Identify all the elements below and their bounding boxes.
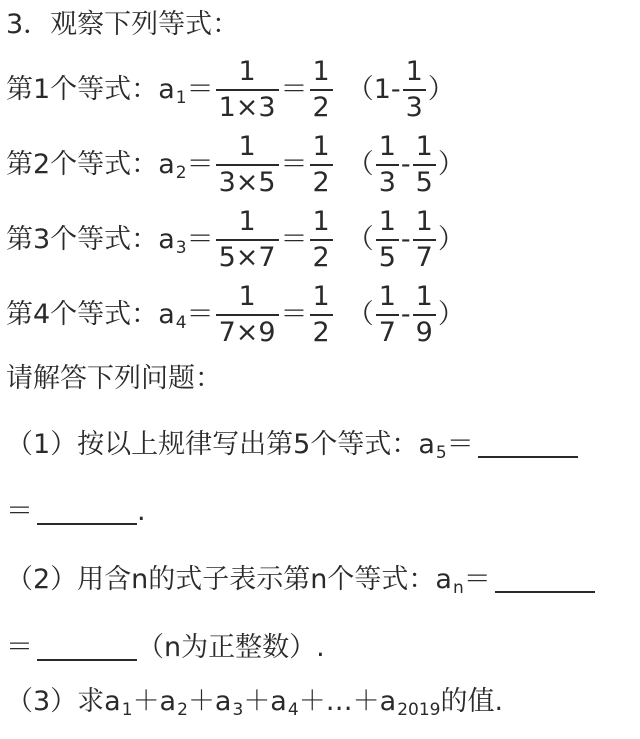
sequence-term: a bbox=[158, 224, 175, 255]
denominator: 7 bbox=[378, 317, 396, 348]
question-1-continuation bbox=[6, 495, 146, 529]
denominator: 3×5 bbox=[218, 167, 276, 198]
minus-sign: - bbox=[400, 299, 411, 330]
denominator: 3 bbox=[378, 167, 396, 198]
fraction-term bbox=[413, 205, 436, 275]
numerator: 1 bbox=[238, 131, 256, 162]
numerator: 1 bbox=[405, 56, 423, 87]
term-subscript: 2 bbox=[177, 700, 188, 720]
fraction-term bbox=[413, 280, 436, 350]
problem-title bbox=[6, 8, 239, 42]
equation-4 bbox=[6, 280, 465, 350]
numerator: 1 bbox=[312, 206, 330, 237]
equals-sign: ＝ bbox=[186, 224, 214, 255]
plus-term: ＋a bbox=[243, 686, 287, 717]
term-subscript: 3 bbox=[175, 238, 187, 258]
minus-sign: - bbox=[400, 149, 411, 180]
answer-blank[interactable] bbox=[478, 432, 578, 458]
equals-sign: ＝ bbox=[280, 299, 308, 330]
denominator: 5×7 bbox=[218, 242, 276, 273]
fraction-term bbox=[376, 205, 399, 275]
period: . bbox=[137, 496, 146, 527]
fraction-term bbox=[376, 130, 399, 200]
denominator: 5 bbox=[378, 242, 396, 273]
difference-group bbox=[347, 55, 455, 125]
instruction-line bbox=[6, 362, 222, 396]
equals-sign: ＝ bbox=[186, 74, 214, 105]
sequence-term: a bbox=[158, 299, 175, 330]
numerator: 1 bbox=[312, 56, 330, 87]
question-3-suffix: 的值. bbox=[440, 686, 504, 717]
open-paren: （ bbox=[346, 149, 374, 180]
equals-sign: ＝ bbox=[280, 149, 308, 180]
question-2-text: （2）用含n的式子表示第n个等式：a bbox=[6, 564, 452, 595]
numerator: 1 bbox=[238, 281, 256, 312]
equation-label: 第2个等式： bbox=[6, 149, 159, 180]
fraction-product bbox=[216, 130, 279, 200]
denominator: 2 bbox=[312, 167, 330, 198]
sequence-term: a bbox=[158, 74, 175, 105]
equals-sign: ＝ bbox=[463, 564, 491, 595]
question-1-text: （1）按以上规律写出第5个等式：a bbox=[6, 429, 435, 460]
answer-blank[interactable] bbox=[495, 567, 595, 593]
numerator: 1 bbox=[415, 281, 433, 312]
numerator: 1 bbox=[415, 206, 433, 237]
equation-label: 第1个等式： bbox=[6, 74, 159, 105]
fraction-product bbox=[216, 55, 279, 125]
difference-group bbox=[347, 205, 465, 275]
numerator: 1 bbox=[312, 281, 330, 312]
close-paren: ） bbox=[437, 149, 465, 180]
instruction-text: 请解答下列问题： bbox=[6, 363, 222, 394]
question-2-continuation bbox=[6, 631, 325, 665]
fraction-term bbox=[403, 55, 426, 125]
question-3-prefix: （3）求a bbox=[6, 686, 121, 717]
condition-text: （n为正整数）. bbox=[137, 632, 325, 663]
equation-label: 第4个等式： bbox=[6, 299, 159, 330]
equals-sign: ＝ bbox=[6, 496, 33, 527]
close-paren: ） bbox=[437, 224, 465, 255]
difference-group bbox=[347, 130, 465, 200]
term-subscript: 2 bbox=[175, 163, 187, 183]
minus-sign: - bbox=[400, 224, 411, 255]
equals-sign: ＝ bbox=[446, 429, 474, 460]
term-subscript: n bbox=[452, 578, 464, 598]
fraction-term bbox=[376, 280, 399, 350]
denominator: 7 bbox=[415, 242, 433, 273]
equation-3 bbox=[6, 205, 465, 275]
term-subscript: 2019 bbox=[397, 700, 441, 720]
term-subscript: 1 bbox=[175, 88, 187, 108]
question-3 bbox=[6, 685, 503, 719]
equals-sign: ＝ bbox=[186, 149, 214, 180]
fraction-half bbox=[310, 130, 333, 200]
question-1 bbox=[6, 428, 578, 462]
close-paren: ） bbox=[427, 74, 455, 105]
numerator: 1 bbox=[238, 206, 256, 237]
numerator: 1 bbox=[378, 281, 396, 312]
equals-sign: ＝ bbox=[280, 74, 308, 105]
answer-blank[interactable] bbox=[37, 499, 137, 525]
fraction-term bbox=[413, 130, 436, 200]
term-subscript: 1 bbox=[121, 700, 133, 720]
fraction-half bbox=[310, 280, 333, 350]
answer-blank[interactable] bbox=[37, 635, 137, 661]
denominator: 5 bbox=[415, 167, 433, 198]
term-subscript: 3 bbox=[232, 700, 244, 720]
plus-term: ＋a bbox=[132, 686, 177, 717]
fraction-half bbox=[310, 55, 333, 125]
question-2 bbox=[6, 563, 595, 597]
plus-term: ＋a bbox=[187, 686, 232, 717]
equals-sign: ＝ bbox=[6, 632, 33, 663]
plus-term: ＋…＋a bbox=[298, 686, 397, 717]
denominator: 1×3 bbox=[218, 92, 276, 123]
equals-sign: ＝ bbox=[186, 299, 214, 330]
equation-2 bbox=[6, 130, 465, 200]
denominator: 7×9 bbox=[218, 317, 276, 348]
numerator: 1 bbox=[378, 206, 396, 237]
open-paren: （ bbox=[346, 224, 374, 255]
denominator: 2 bbox=[312, 242, 330, 273]
equals-sign: ＝ bbox=[280, 224, 308, 255]
term-subscript: 5 bbox=[435, 443, 447, 463]
equation-label: 第3个等式： bbox=[6, 224, 159, 255]
close-paren: ） bbox=[437, 299, 465, 330]
denominator: 9 bbox=[415, 317, 433, 348]
problem-title-text: 3．观察下列等式： bbox=[6, 9, 240, 40]
term-subscript: 4 bbox=[175, 313, 187, 333]
fraction-product bbox=[216, 280, 279, 350]
denominator: 2 bbox=[312, 317, 330, 348]
denominator: 3 bbox=[405, 92, 423, 123]
equation-1 bbox=[6, 55, 455, 125]
denominator: 2 bbox=[312, 92, 330, 123]
term-subscript: 4 bbox=[287, 700, 299, 720]
numerator: 1 bbox=[312, 131, 330, 162]
numerator: 1 bbox=[238, 56, 256, 87]
difference-group bbox=[347, 280, 465, 350]
fraction-half bbox=[310, 205, 333, 275]
numerator: 1 bbox=[415, 131, 433, 162]
numerator: 1 bbox=[378, 131, 396, 162]
sequence-term: a bbox=[158, 149, 175, 180]
open-paren: （ bbox=[346, 299, 374, 330]
open-paren: （1- bbox=[346, 74, 401, 105]
fraction-product bbox=[216, 205, 279, 275]
